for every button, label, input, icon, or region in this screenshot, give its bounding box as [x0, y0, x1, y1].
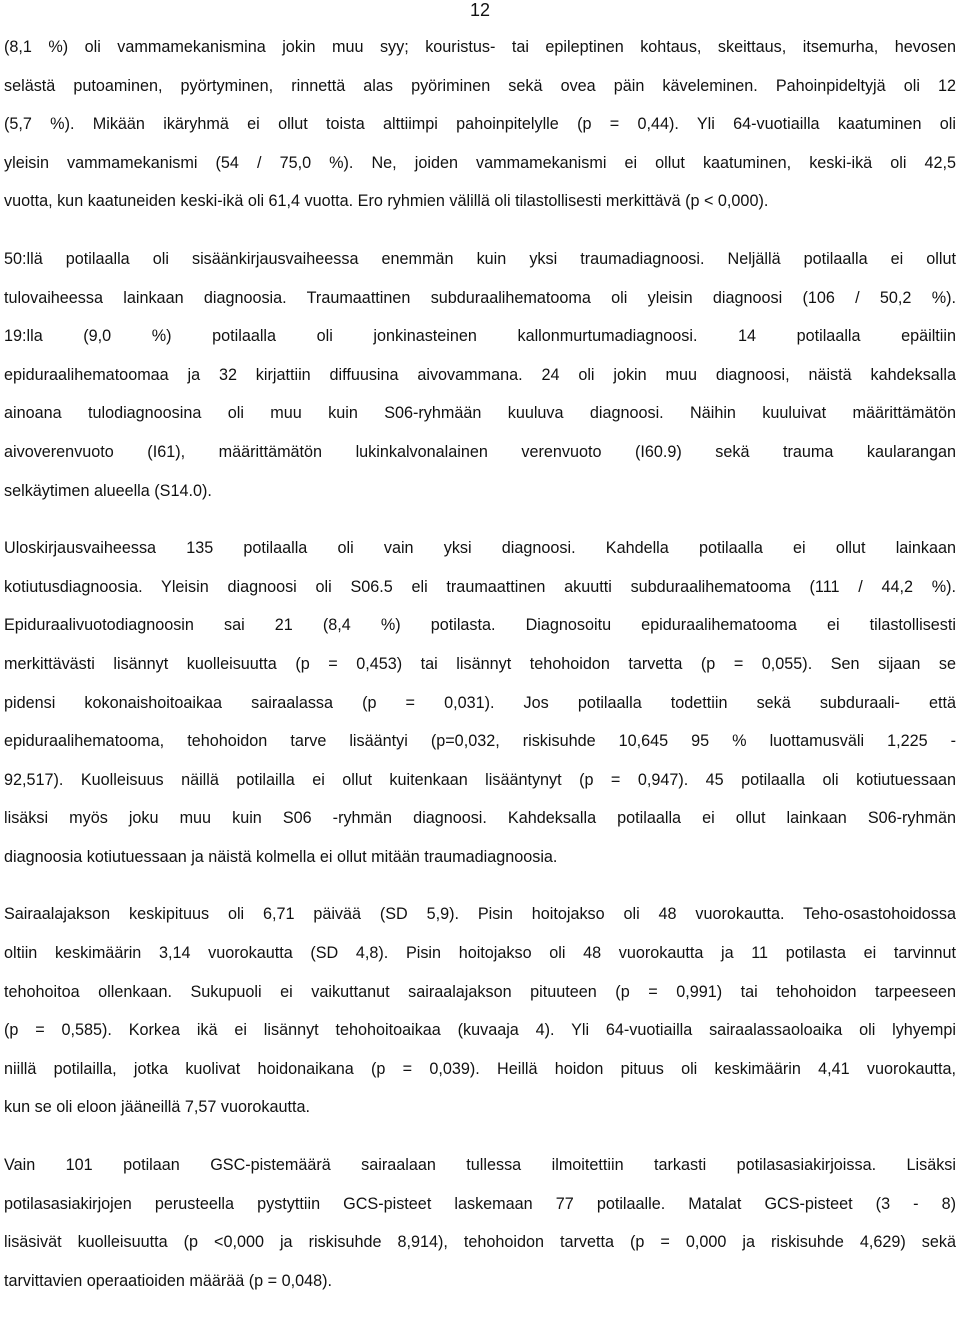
text-line: selkäytimen alueella (S14.0). [4, 481, 212, 500]
text-line: 19:lla (9,0 %) potilaalla oli jonkinasteinen kallonmurtumadiagnoosi. 14 potilaalla epäiltiin [4, 327, 956, 346]
text-line: potilasasiakirjojen perusteella pystyttiin GCS-pisteet laskemaan 77 potilaalle. Matalat GCS-pisteet (3 - 8) [4, 1194, 956, 1213]
text-line: niillä potilailla, jotka kuolivat hoidonaikana (p = 0,039). Heillä hoidon pituus oli keskimäärin 4,41 vuorokautta, [4, 1059, 956, 1078]
text-line: ainoana tulodiagnoosina oli muu kuin S06-ryhmään kuuluva diagnoosi. Näihin kuuluivat määrittämätön [4, 404, 956, 423]
text-line: 50:llä potilaalla oli sisäänkirjausvaiheessa enemmän kuin yksi traumadiagnoosi. Neljällä potilaalla ei ollut [4, 249, 956, 268]
text-line: lisäsivät kuolleisuutta (p <0,000 ja riskisuhde 8,914), tehohoidon tarvetta (p = 0,000 ja riskisuhde 4,629) sekä [4, 1233, 956, 1252]
text-line: pidensi kokonaishoitoaikaa sairaalassa (p = 0,031). Jos potilaalla todettiin sekä subduraali- että [4, 693, 956, 712]
text-line: merkittävästi lisännyt kuolleisuutta (p = 0,453) tai lisännyt tehohoidon tarvetta (p = 0,055). Sen sijaan se [4, 654, 956, 673]
text-line: tulovaiheessa lainkaan diagnoosia. Traumaattinen subduraalihematooma oli yleisin diagnoosi (106 / 50,2 %). [4, 288, 956, 307]
paragraph-admission-diagnoses [4, 240, 956, 510]
text-line: selästä putoaminen, pyörtyminen, rinnettä alas pyöriminen sekä ovea päin käveleminen. Pahoinpideltyjä oli 12 [4, 76, 956, 95]
text-line: yleisin vammamekanismi (54 / 75,0 %). Ne, joiden vammamekanismi ei ollut kaatuminen, keski-ikä oli 42,5 [4, 153, 956, 172]
document-body [4, 28, 956, 1319]
text-line: (5,7 %). Mikään ikäryhmä ei ollut toista alttiimpi pahoinpitelylle (p = 0,44). Yli 64-vuotiailla kaatuminen oli [4, 115, 956, 134]
text-line: aivoverenvuoto (I61), määrittämätön lukinkalvonalainen verenvuoto (I60.9) sekä trauma kaularangan [4, 442, 956, 461]
text-line: Vain 101 potilaan GSC-pistemäärä sairaalaan tullessa ilmoitettiin tarkasti potilasasiakirjoissa. Lisäksi [4, 1156, 956, 1175]
text-line: vuotta, kun kaatuneiden keski-ikä oli 61,4 vuotta. Ero ryhmien välillä oli tilastollisesti merkittävä (p < 0,000). [4, 192, 769, 211]
text-line: (p = 0,585). Korkea ikä ei lisännyt tehohoitoaikaa (kuvaaja 4). Yli 64-vuotiailla sairaalassaoloaika oli lyhyempi [4, 1021, 956, 1040]
text-line: diagnoosia kotiutuessaan ja näistä kolmella ei ollut mitään traumadiagnoosia. [4, 847, 558, 866]
text-line: kun se oli eloon jääneillä 7,57 vuorokautta. [4, 1098, 310, 1117]
paragraph-discharge-diagnoses [4, 529, 956, 876]
text-line: lisäksi myös joku muu kuin S06 -ryhmän diagnoosi. Kahdeksalla potilaalla ei ollut lainkaan S06-ryhmän [4, 809, 956, 828]
text-line: (8,1 %) oli vammamekanismina jokin muu syy; kouristus- tai epileptinen kohtaus, skeittaus, itsemurha, hevosen [4, 38, 956, 56]
paragraph-hospital-stay [4, 895, 956, 1127]
text-line: Uloskirjausvaiheessa 135 potilaalla oli vain yksi diagnoosi. Kahdella potilaalla ei ollut lainkaan [4, 539, 956, 558]
paragraph-gcs-scores [4, 1146, 956, 1300]
text-line: epiduraalihematooma, tehohoidon tarve lisääntyi (p=0,032, riskisuhde 10,645 95 % luottamusväli 1,225 - [4, 732, 956, 751]
text-line: tehohoitoa ollenkaan. Sukupuoli ei vaikuttanut sairaalajakson pituuteen (p = 0,991) tai tehohoidon tarpeeseen [4, 982, 956, 1001]
text-line: oltiin keskimäärin 3,14 vuorokautta (SD 4,8). Pisin hoitojakso oli 48 vuorokautta ja 11 potilasta ei tarvinnut [4, 944, 956, 963]
page-number: 12 [469, 0, 490, 20]
text-line: Sairaalajakson keskipituus oli 6,71 päivää (SD 5,9). Pisin hoitojakso oli 48 vuorokautta. Teho-osastohoidossa [4, 905, 956, 924]
paragraph-mechanisms [4, 28, 956, 221]
text-line: Epiduraalivuotodiagnoosin sai 21 (8,4 %) potilasta. Diagnosoitu epiduraalihematooma ei tilastollisesti [4, 616, 956, 635]
text-line: tarvittavien operaatioiden määrää (p = 0,048). [4, 1271, 332, 1290]
text-line: epiduraalihematoomaa ja 32 kirjattiin diffuusina aivovammana. 24 oli jokin muu diagnoosi, näistä kahdeksalla [4, 365, 956, 384]
text-line: kotiutusdiagnoosia. Yleisin diagnoosi oli S06.5 eli traumaattinen akuutti subduraalihematooma (111 / 44,2 %). [4, 577, 956, 596]
text-line: 92,517). Kuolleisuus näillä potilailla ei ollut kuitenkaan lisääntynyt (p = 0,947). 45 potilaalla oli kotiutuessaan [4, 770, 956, 789]
